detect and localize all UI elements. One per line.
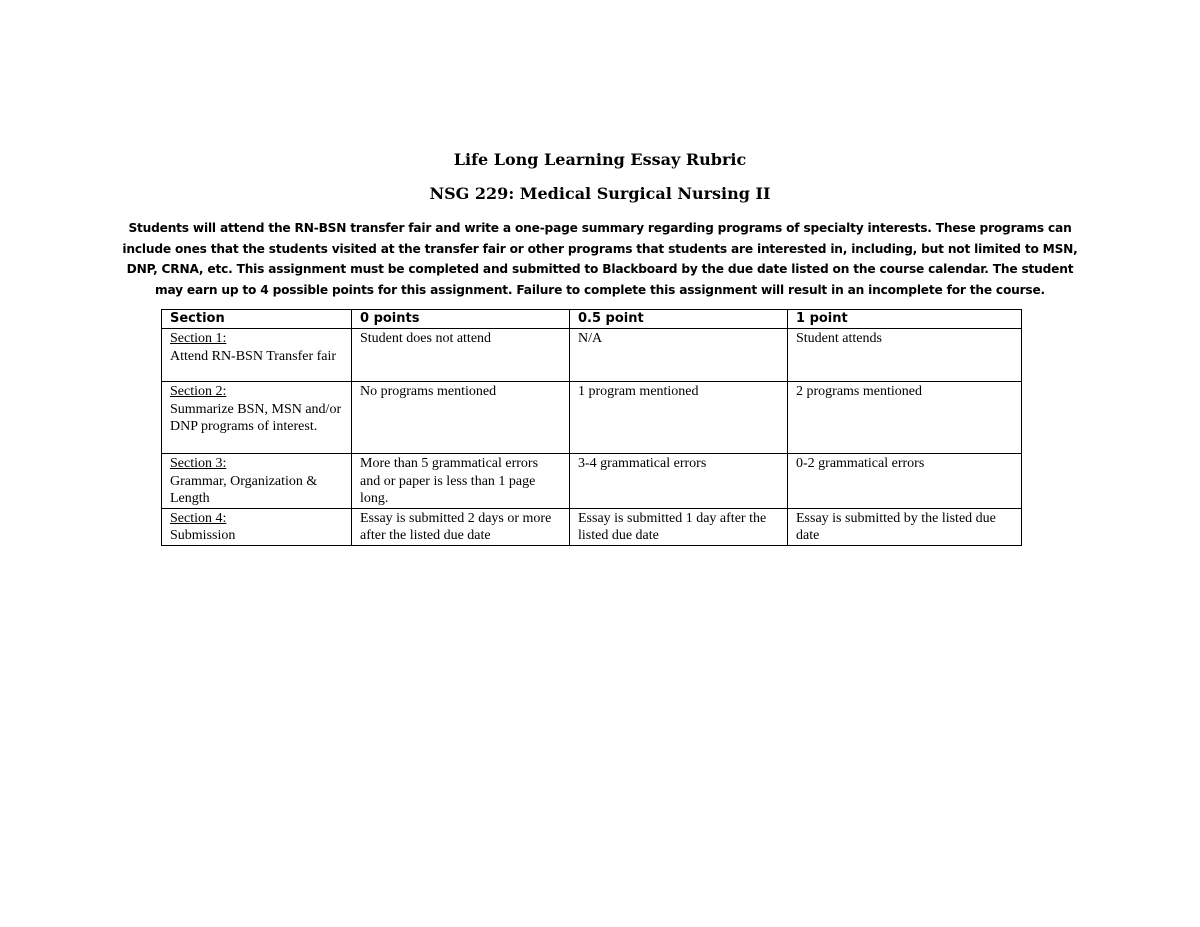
section-description: Attend RN-BSN Transfer fair <box>170 348 337 364</box>
section-description: Grammar, Organization & Length <box>170 473 318 506</box>
section-cell <box>162 329 352 382</box>
half-point-cell: Essay is submitted 1 day after the listed due date <box>570 508 788 545</box>
one-point-cell: 2 programs mentioned <box>788 382 1022 454</box>
section-cell <box>162 508 352 545</box>
header-section: Section <box>162 310 352 329</box>
half-point-cell: 1 program mentioned <box>570 382 788 454</box>
section-description: Submission <box>170 528 236 543</box>
section-label: Section 2: <box>170 384 227 399</box>
course-subtitle: NSG 229: Medical Surgical Nursing II <box>429 184 771 203</box>
one-point-cell: 0-2 grammatical errors <box>788 454 1022 509</box>
zero-points-cell: No programs mentioned <box>352 382 570 454</box>
section-label: Section 4: <box>170 510 227 526</box>
half-point-cell: N/A <box>570 329 788 382</box>
header-1-point: 1 point <box>788 310 1022 329</box>
section-description: Summarize BSN, MSN and/or DNP programs of interest. <box>170 401 342 434</box>
half-point-cell: 3-4 grammatical errors <box>570 454 788 509</box>
zero-points-cell: Student does not attend <box>352 329 570 382</box>
table-row <box>162 329 1022 382</box>
header-0-5-point: 0.5 point <box>570 310 788 329</box>
rubric-table <box>161 309 1022 546</box>
rubric-header-row <box>162 310 1022 329</box>
assignment-instructions: Students will attend the RN-BSN transfer fair and write a one-page summary regarding programs of specialty interests. These programs can include ones that the students visited at the transfer fair or other programs that students are interested in, including, but not limited to MSN, DNP, CRNA, etc. This assignment must be completed and submitted to Blackboard by the due date listed on the course calendar. The student may earn up to 4 possible points for this assignment. Failure to complete this assignment will result in an incomplete for the course. <box>122 221 1078 297</box>
table-row <box>162 508 1022 545</box>
section-cell <box>162 454 352 509</box>
one-point-cell: Student attends <box>788 329 1022 382</box>
document-title: Life Long Learning Essay Rubric <box>453 150 747 169</box>
zero-points-cell: More than 5 grammatical errors and or paper is less than 1 page long. <box>352 454 570 509</box>
section-label: Section 1: <box>170 331 227 346</box>
one-point-cell: Essay is submitted by the listed due date <box>788 508 1022 545</box>
zero-points-cell: Essay is submitted 2 days or more after the listed due date <box>352 508 570 545</box>
header-0-points: 0 points <box>352 310 570 329</box>
table-row <box>162 454 1022 509</box>
table-row <box>162 382 1022 454</box>
section-label: Section 3: <box>170 456 227 471</box>
section-cell <box>162 382 352 454</box>
